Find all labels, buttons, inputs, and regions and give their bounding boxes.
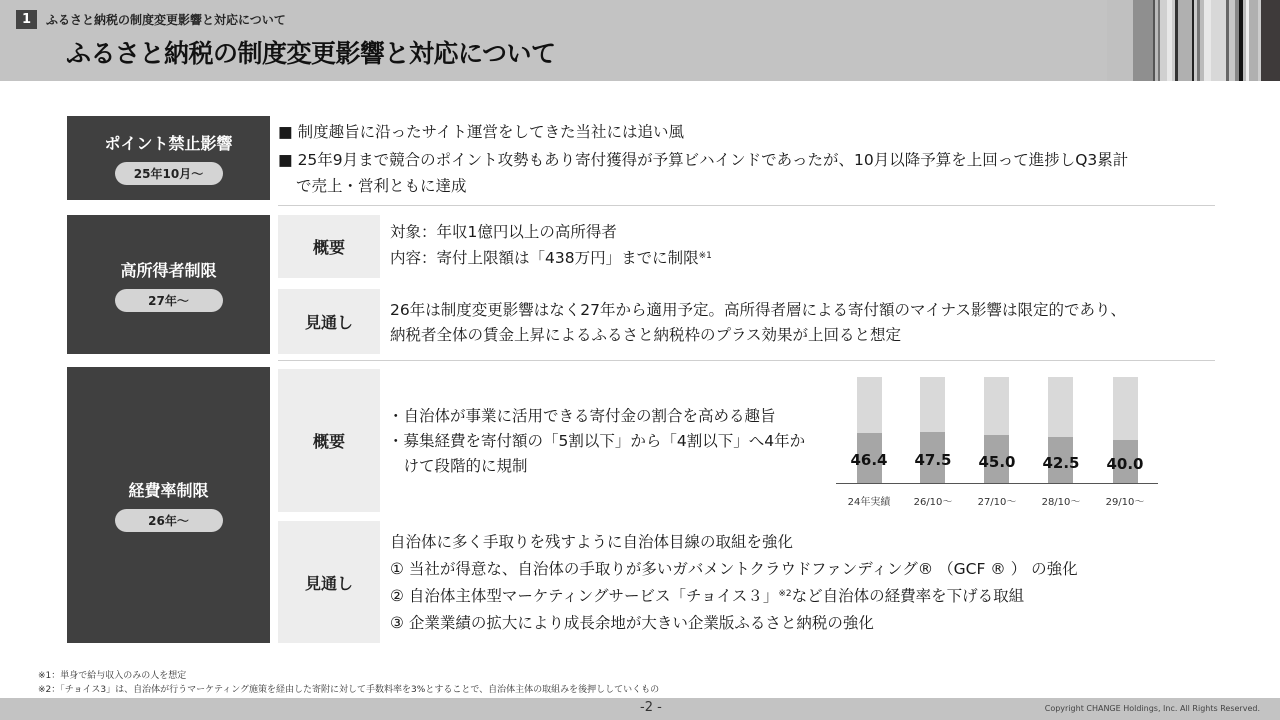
category-expense-ratio <box>67 367 270 643</box>
decorative-stripes <box>1107 0 1280 81</box>
bar-value: 45.0 <box>978 453 1016 471</box>
x-axis <box>836 483 1158 484</box>
bar-value: 46.4 <box>850 451 888 469</box>
period-badge: 26年～ <box>115 509 223 532</box>
overview-line: 対象：年収1億円以上の高所得者 <box>390 223 617 241</box>
page-number: -2 - <box>640 700 662 715</box>
header-bar <box>0 0 1280 81</box>
divider <box>278 205 1215 206</box>
bullet-2: ■ 25年9月まで競合のポイント攻勢もあり寄付獲得が予算ビハインドであったが、10月以降予算を上回って進捗しQ3累計 <box>278 151 1129 169</box>
x-tick: 29/10～ <box>1105 497 1145 508</box>
footer-bar <box>0 698 1280 720</box>
section-number: 1 <box>16 10 37 29</box>
footnote-2: ※2：「チョイス3」は、自治体が行うマーケティング施策を経由した寄附に対して手数料率を3%とすることで、自治体主体の取組みを後押ししていくもの <box>38 685 660 695</box>
overview-line: ・自治体が事業に活用できる寄付金の割合を高める趣旨 <box>388 407 776 425</box>
bullet-1: ■ 制度趣旨に沿ったサイト運営をしてきた当社には追い風 <box>278 123 684 141</box>
category-title: 高所得者制限 <box>120 260 217 280</box>
category-point-ban <box>67 116 270 200</box>
period-badge: 25年10月～ <box>115 162 223 185</box>
outlook-line: ③ 企業業績の拡大により成長余地が大きい企業版ふるさと納税の強化 <box>390 614 874 632</box>
period-badge: 27年～ <box>115 289 223 312</box>
bullet-2-cont: で売上・営利ともに達成 <box>296 177 467 195</box>
footnote-ref: ※1 <box>698 251 712 261</box>
outlook-line: ① 当社が得意な、自治体の手取りが多いガバメントクラウドファンディング® （GCF ® ） の強化 <box>390 560 1078 578</box>
section-label: ふるさと納税の制度変更影響と対応について <box>46 13 286 27</box>
overview-line: 内容：寄付上限額は「438万円」までに制限$^{※1}$ <box>390 249 712 267</box>
overview-line: ・募集経費を寄付額の「5割以下」から「4割以下」へ4年か <box>388 432 806 450</box>
category-high-income <box>67 215 270 354</box>
bar-value: 47.5 <box>914 451 952 469</box>
overview-line: けて段階的に規制 <box>388 457 528 475</box>
outlook-line: ② 自治体主体型マーケティングサービス「チョイス３」$^{※2}$など自治体の経費率を下げる取組 <box>390 587 1025 605</box>
category-title: 経費率制限 <box>128 481 209 500</box>
x-tick: 27/10～ <box>977 497 1017 508</box>
category-title: ポイント禁止影響 <box>104 134 233 153</box>
x-tick: 24年実績 <box>847 497 891 508</box>
overview-label: 概要 <box>278 215 380 278</box>
bar-value: 42.5 <box>1042 454 1080 472</box>
overview-label: 概要 <box>278 369 380 512</box>
bar-value: 40.0 <box>1106 455 1144 473</box>
outlook-line: 26年は制度変更影響はなく27年から適用予定。高所得者層による寄付額のマイナス影響は限定的であり、 <box>390 301 1127 319</box>
page-title: ふるさと納税の制度変更影響と対応について <box>66 39 556 68</box>
x-tick: 28/10～ <box>1041 497 1081 508</box>
outlook-label: 見通し <box>278 521 380 643</box>
divider <box>278 360 1215 361</box>
outlook-line: 自治体に多く手取りを残すように自治体目線の取組を強化 <box>390 533 794 551</box>
x-tick: 26/10～ <box>913 497 953 508</box>
outlook-label: 見通し <box>278 289 380 354</box>
copyright: Copyright CHANGE Holdings, Inc. All Rights Reserved. <box>1044 704 1260 713</box>
expense-ratio-chart <box>836 377 1158 507</box>
footnote-ref: ※2 <box>778 589 792 599</box>
footnote-1: ※1：単身で給与収入のみの人を想定 <box>38 671 187 681</box>
outlook-line: 納税者全体の賃金上昇によるふるさと納税枠のプラス効果が上回ると想定 <box>390 326 902 344</box>
